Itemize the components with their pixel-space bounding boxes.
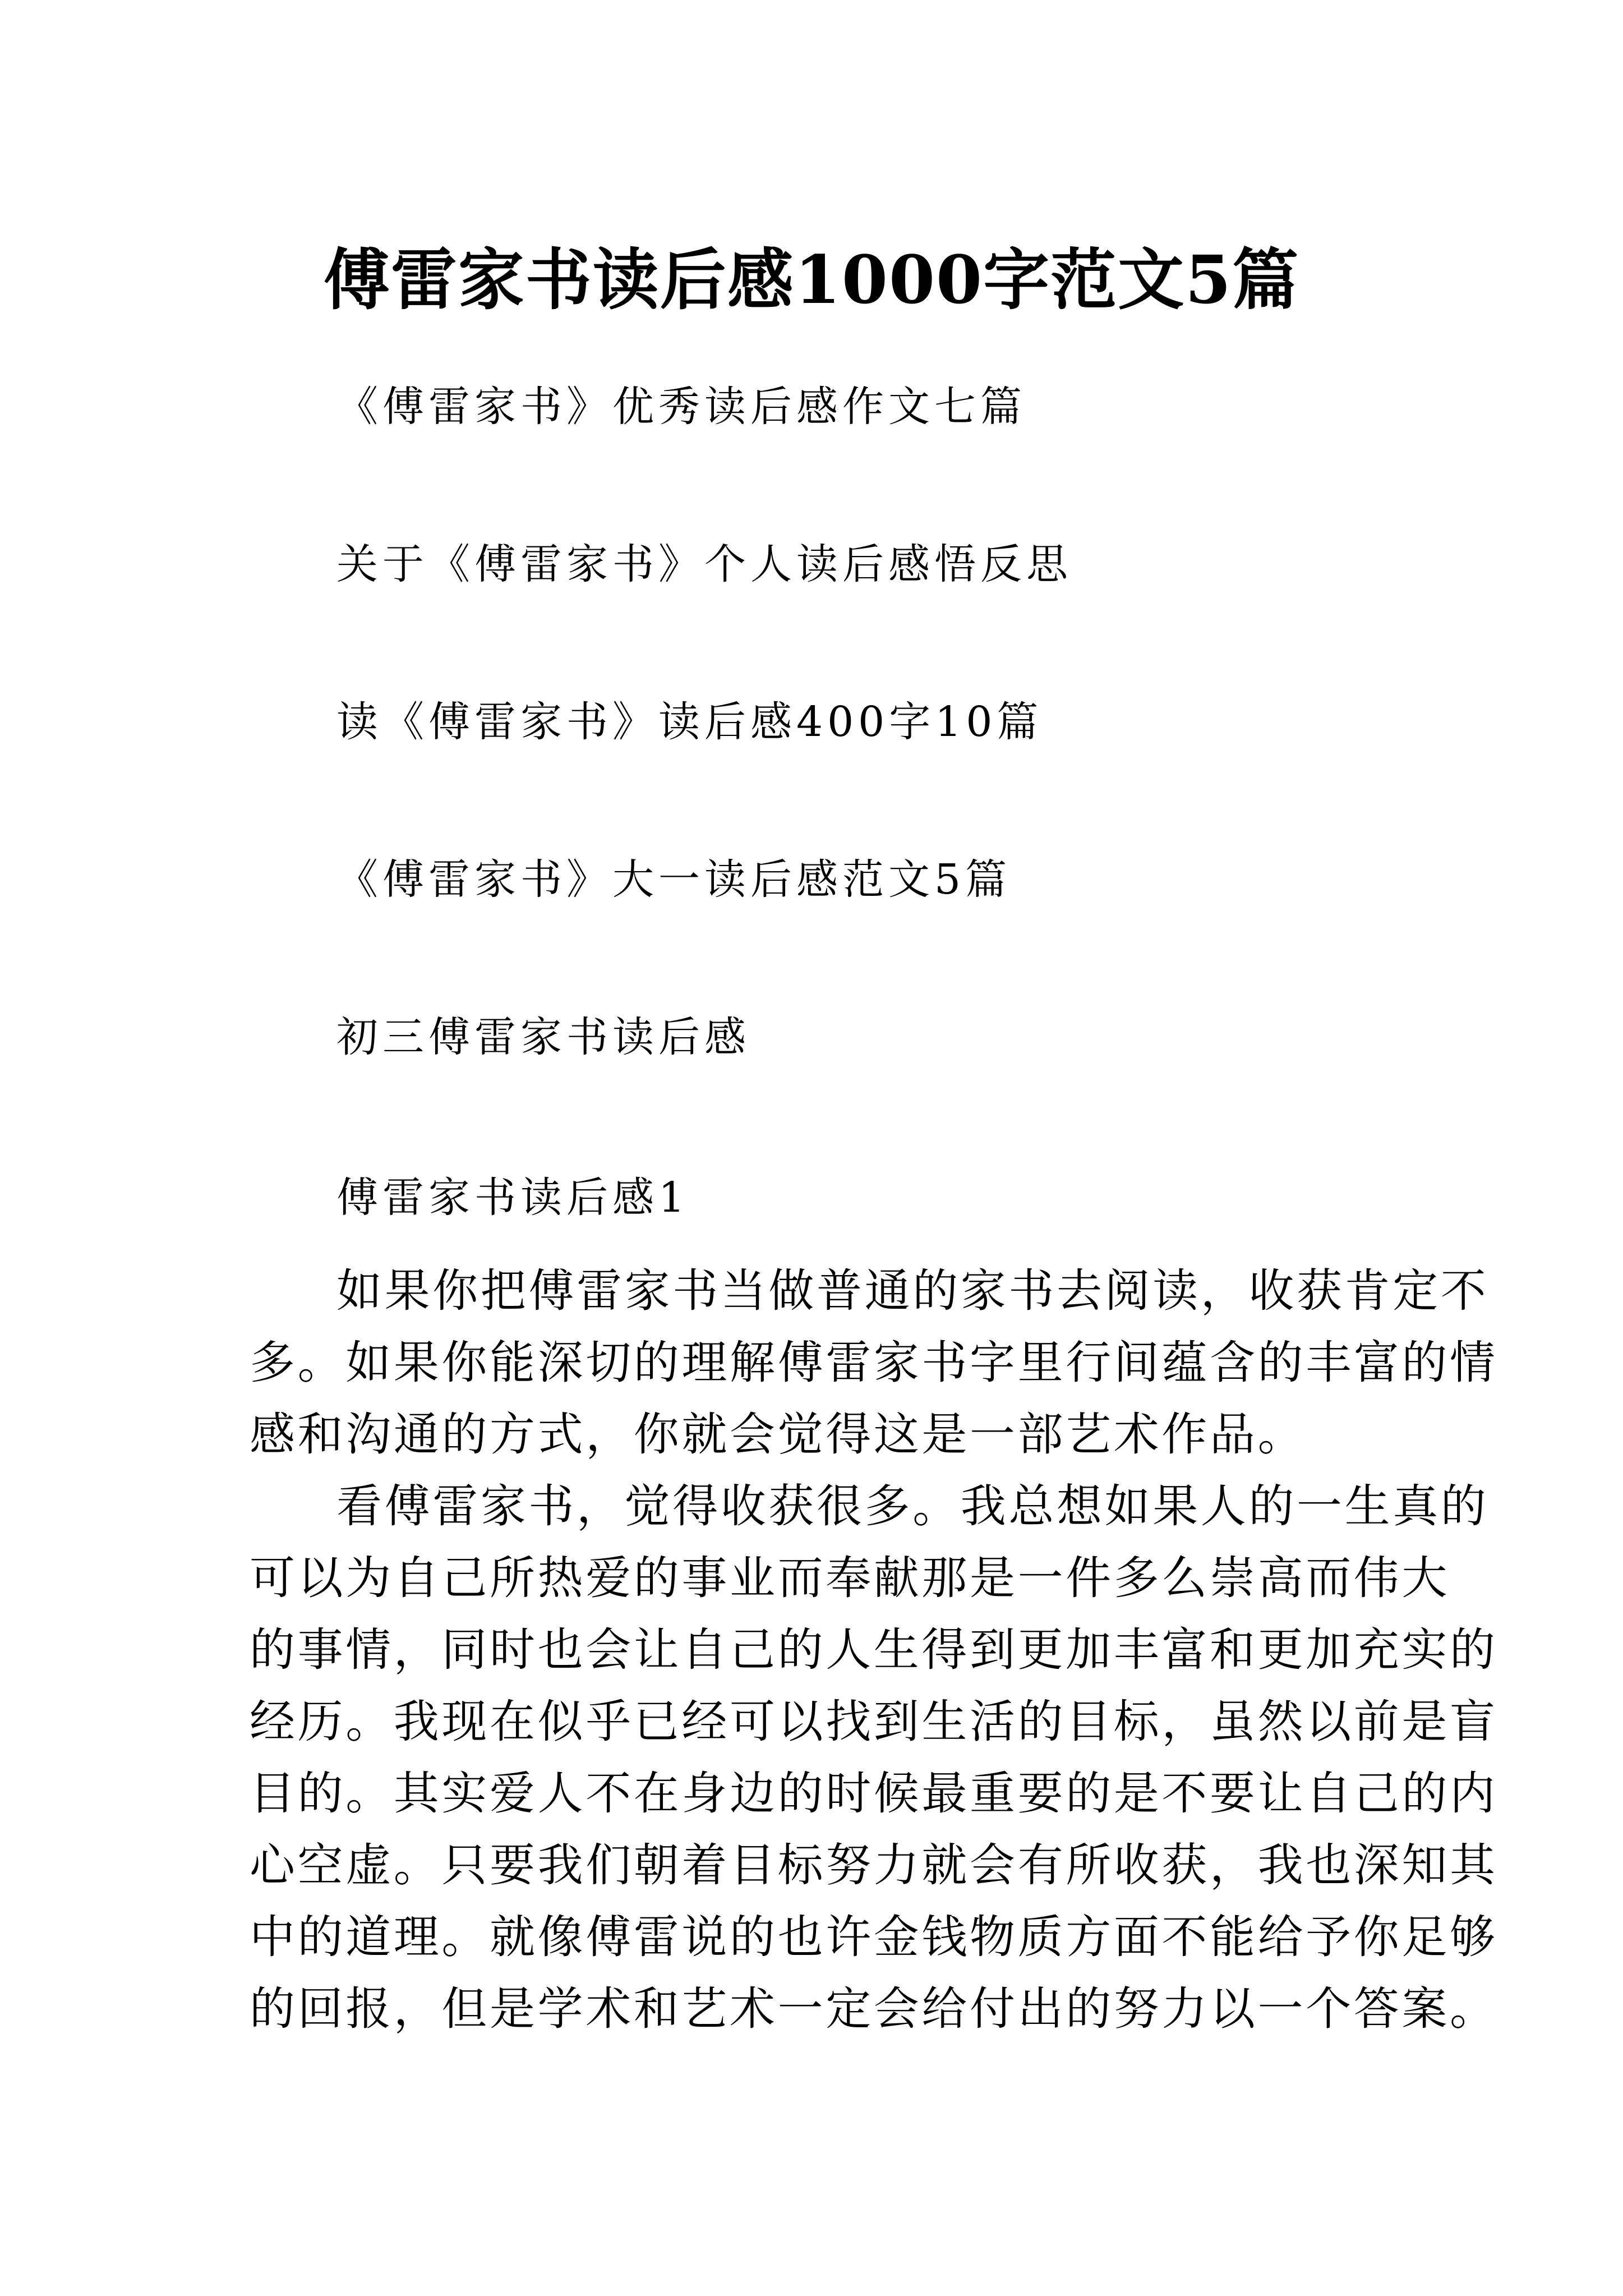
- text-line: 感和沟通的方式，你就会觉得这是一部艺术作品。: [250, 1409, 1306, 1461]
- text-line: 经历。我现在似乎已经可以找到生活的目标，虽然以前是盲: [250, 1696, 1498, 1749]
- related-article-item: 关于《傅雷家书》个人读后感悟反思: [336, 540, 1072, 588]
- text-line: 看傅雷家书，觉得收获很多。我总想如果人的一生真的: [336, 1480, 1489, 1533]
- text-line: 目的。其实爱人不在身边的时候最重要的是不要让自己的内: [250, 1768, 1498, 1820]
- text-line: 的回报，但是学术和艺术一定会给付出的努力以一个答案。: [250, 1983, 1498, 2036]
- text-line: 中的道理。就像傅雷说的也许金钱物质方面不能给予你足够: [250, 1911, 1498, 1964]
- related-article-item: 《傅雷家书》大一读后感范文5篇: [336, 855, 1012, 904]
- related-article-item: 读《傅雷家书》读后感400字10篇: [336, 698, 1043, 746]
- document-title: 傅雷家书读后感1000字范文5篇: [323, 241, 1300, 319]
- text-line: 如果你把傅雷家书当做普通的家书去阅读，收获肯定不: [336, 1265, 1489, 1318]
- paragraph: [250, 1255, 1498, 1471]
- related-article-item: 《傅雷家书》优秀读后感作文七篇: [336, 383, 1026, 431]
- text-line: 可以为自己所热爱的事业而奉献那是一件多么崇高而伟大: [250, 1552, 1450, 1605]
- text-line: 心空虚。只要我们朝着目标努力就会有所收获，我也深知其: [250, 1839, 1498, 1892]
- related-articles-list: [336, 379, 1458, 1167]
- text-line: 的事情，同时也会让自己的人生得到更加丰富和更加充实的: [250, 1624, 1498, 1677]
- paragraph: [250, 1471, 1498, 2045]
- text-line: 多。如果你能深切的理解傅雷家书字里行间蕴含的丰富的情: [250, 1337, 1498, 1389]
- related-article-item: 初三傅雷家书读后感: [336, 1013, 750, 1061]
- article-heading: 傅雷家书读后感1: [336, 1174, 690, 1222]
- article-body: [250, 1170, 1498, 2045]
